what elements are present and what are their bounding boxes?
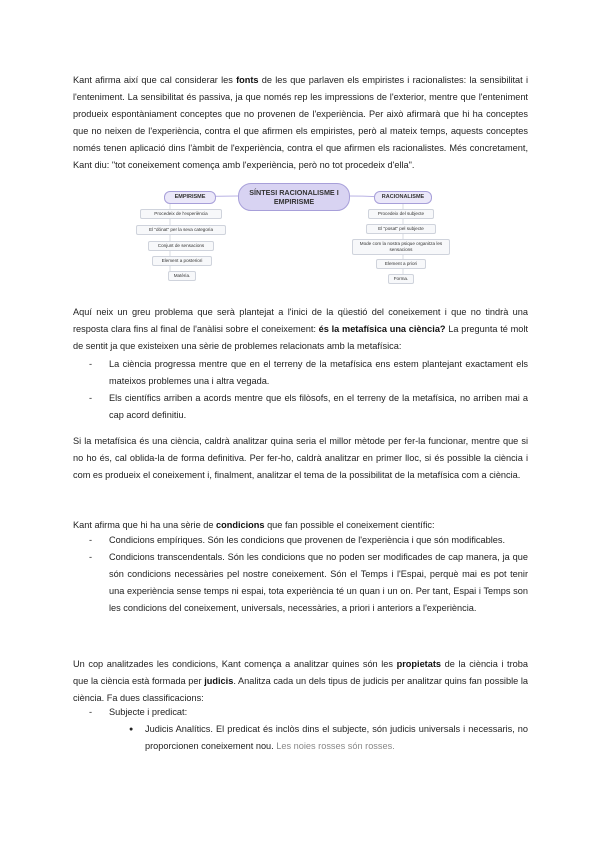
mind-map-leaf: Element a priori: [376, 259, 426, 269]
text: Kant afirma que hi ha una sèrie de: [73, 520, 217, 530]
text: de les que parlaven els empiristes i racionalistes: la sensibilitat i l'enteniment. La sensibilitat és passiva, ja que només rep les impressions de l'exterior, mentre que l'enteniment produeix espontàniament conceptes que no provenen de l'experiència. Per això afirmarà que hi ha conceptes que no neixen de l'experiència, contra el que afirmen els empiristes, però al mateix temps, aquests conceptes només tenen aplicació dins l'àmbit de l'experiència, contra el que afirmen els racionalistes. Més concretament, Kant diu: "tot coneixement comença amb l'experiència, però no tot procedeix d'ella".: [73, 75, 528, 170]
problems-list: [73, 356, 528, 424]
mind-map-leaf: Forma.: [388, 274, 414, 284]
list-item: - Condicions empíriques. Són les condicions que provenen de l'experiència i que són modificables.: [73, 532, 528, 549]
mind-map-center-node: SÍNTESI RACIONALISME I EMPIRISME: [238, 183, 350, 211]
text: de la ciència i troba que la ciència està formada per: [73, 659, 528, 686]
paragraph-fonts: [73, 72, 528, 174]
conditions-list: [73, 532, 528, 617]
sub-list-item: [109, 721, 528, 755]
list-item: [73, 704, 528, 755]
paragraph-metode: Si la metafísica és una ciència, caldrà analitzar quina seria el millor mètode per fer-la funcionar, mentre que si no ho és, cal oblida-la de forma definitiva. Per fer-ho, caldrà analitzar en primer lloc, si és possible la ciència i com es produeix el coneixement i, finalment, analitzar el tema de la possibilitat de la metafísica com a ciència.: [73, 436, 528, 480]
mind-map-leaf: El "posat" pel subjecte: [366, 224, 436, 234]
classifications-list: [73, 704, 528, 755]
mind-map-leaf: Conjunt de sensacions: [148, 241, 214, 251]
list-item: - Condicions transcendentals. Són les condicions que no poden ser modificades de cap manera, ja que són condicions necessàries pel nostre coneixement. Són el Temps i l'Espai, perquè mai es pot tenir una experiència sense temps ni espai, tota experiència té un quan i un on. Per tant, Espai i Temps son les condicions del coneixement, universals, necessàries, a priori i anteriors a l'experiència.: [73, 549, 528, 617]
sub-list: [109, 721, 528, 755]
text: Un cop analitzades les condicions, Kant comença a analitzar quines són les: [73, 659, 397, 669]
text: que fan possible el coneixement científic:: [264, 520, 435, 530]
mind-map-leaf: Element a posteriori: [152, 256, 212, 266]
bold-term: fonts: [236, 75, 259, 85]
mind-map-leaf: Matèria.: [168, 271, 196, 281]
mind-map-leaf: Mode com la nostra psique organitza les sensacions: [352, 239, 450, 255]
text: Aquí neix un greu problema que serà plantejat a l'inici de la qüestió del coneixement i que no tindrà una resposta clara fins al final de l'anàlisi sobre el coneixement:: [73, 307, 528, 334]
list-item: - Els científics arriben a acords mentre que els filòsofs, en el terreny de la metafísica, no arriben mai a cap acord definitiu.: [73, 390, 528, 424]
mind-map-leaf: Procedeix del subjecte: [368, 209, 434, 219]
example-text: Les noies rosses són rosses.: [273, 741, 395, 751]
paragraph-metafisica: [73, 304, 528, 355]
text: Judicis Analítics. El predicat és inclòs dins el subjecte, són judicis universals i necessaris, no proporcionen coneixement nou.: [145, 724, 528, 751]
text: . Analitza cada un dels tipus de judicis per analitzar quins fan possible la ciència. Fa dues classificacions:: [73, 676, 529, 703]
paragraph-propietats: [73, 656, 528, 707]
list-item: - La ciència progressa mentre que en el terreny de la metafísica ens estem plantejant exactament els mateixos problemes una i altra vegada.: [73, 356, 528, 390]
mind-map-leaf: El "dónat" per la seva categoria: [136, 225, 226, 235]
mind-map-branch-empirisme: EMPIRISME: [164, 191, 216, 204]
bold-term: judicis: [204, 676, 234, 686]
bold-term: propietats: [396, 659, 442, 669]
mind-map-branch-racionalisme: RACIONALISME: [374, 191, 432, 204]
list-item-label: Subjecte i predicat:: [109, 707, 188, 717]
mind-map-leaf: Procedeix de l'experiència: [140, 209, 222, 219]
bold-question: és la metafísica una ciència?: [318, 324, 446, 334]
bold-term: condicions: [216, 520, 265, 530]
text: La pregunta té molt de sentit ja que existeixen una sèrie de problemes relacionats amb la metafísica:: [73, 324, 529, 351]
mind-map: [140, 183, 460, 291]
text: Kant afirma així que cal considerar les: [73, 75, 237, 85]
